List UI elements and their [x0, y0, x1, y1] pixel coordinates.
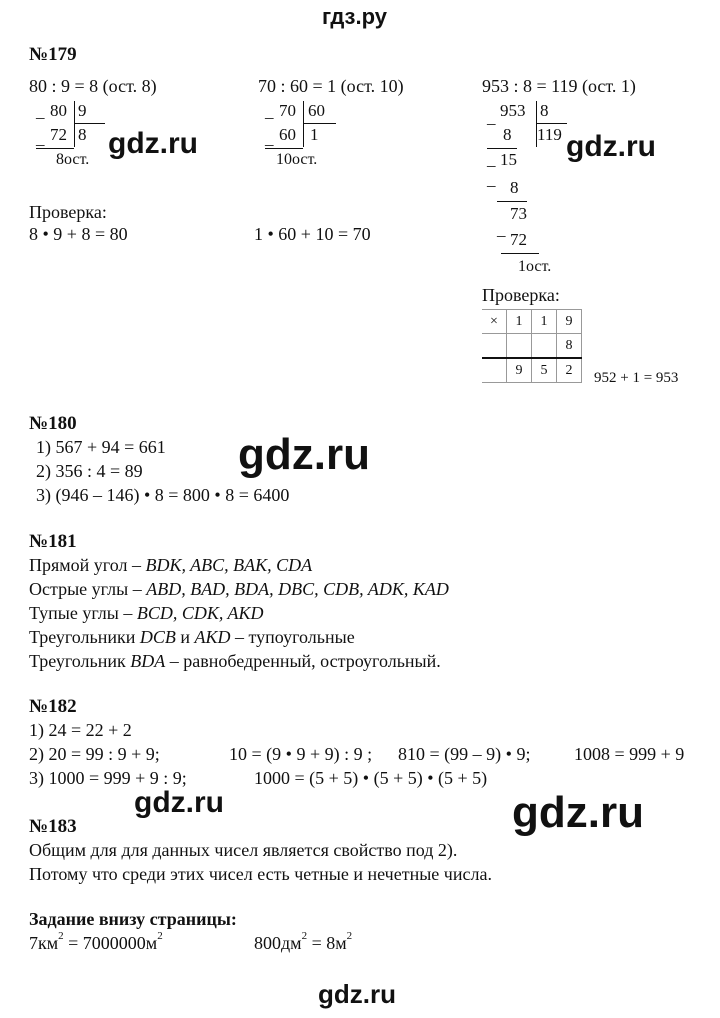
- check-label: Проверка:: [29, 202, 107, 222]
- div2-dividend: 70: [279, 101, 296, 120]
- div3-sub1: 8: [503, 125, 512, 144]
- watermark: gdz.ru: [108, 127, 198, 160]
- watermark: gdz.ru: [566, 130, 656, 163]
- task-182-line-2d: 1008 = 999 + 9: [574, 744, 685, 764]
- task-180-line-1: 1) 567 + 94 = 661: [36, 437, 166, 457]
- task-181-line-2: Острые углы – ABD, BAD, BDA, DBC, CDB, ADK, KAD: [29, 579, 449, 599]
- task-182-line-2a: 2) 20 = 99 : 9 + 9;: [29, 744, 160, 764]
- task-183-line-1: Общим для для данных чисел является свойство под 2).: [29, 840, 458, 860]
- check-1: 8 • 9 + 8 = 80: [29, 224, 128, 244]
- div1-sub: 72: [50, 125, 67, 144]
- div3-quotient: 119: [537, 125, 562, 144]
- watermark: gdz.ru: [134, 786, 224, 819]
- div3-r1: 15: [500, 150, 517, 169]
- watermark: gdz.ru: [238, 430, 370, 479]
- div3-remainder: 1ост.: [518, 258, 552, 275]
- task-179-expr2: 70 : 60 = 1 (ост. 10): [258, 76, 404, 96]
- site-header: гдз.ру: [322, 4, 387, 29]
- task-182-line-1: 1) 24 = 22 + 2: [29, 720, 132, 740]
- task-180-line-2: 2) 356 : 4 = 89: [36, 461, 143, 481]
- mult-result-cell: 9: [507, 358, 532, 383]
- task-183-title: №183: [29, 816, 77, 837]
- multiplication-table: [482, 309, 582, 383]
- task-182-line-3b: 1000 = (5 + 5) • (5 + 5) • (5 + 5): [254, 768, 488, 788]
- bottom-task-eq-1: $7км^2 = 7000000м^2$: [29, 930, 163, 953]
- mult-cell: 1: [507, 310, 532, 334]
- div3-sub2: 8: [510, 178, 519, 197]
- task-181-line-3: Тупые углы – BCD, CDK, AKD: [29, 603, 264, 623]
- bottom-task-eq-2: $800дм^2 = 8м^2$: [254, 930, 353, 953]
- task-179-expr3: 953 : 8 = 119 (ост. 1): [482, 76, 636, 96]
- mult-sign: ×: [482, 310, 507, 334]
- div2-quotient: 1: [310, 125, 319, 144]
- mult-result-cell: 2: [557, 358, 582, 383]
- task-181-line-5: Треугольник BDA – равнобедренный, остроугольный.: [29, 651, 441, 671]
- mult-cell: 8: [557, 334, 582, 359]
- task-182-line-3a: 3) 1000 = 999 + 9 : 9;: [29, 768, 187, 788]
- watermark: gdz.ru: [318, 979, 396, 1009]
- task-180-title: №180: [29, 413, 77, 434]
- task-181-title: №181: [29, 531, 77, 552]
- task-179-title: №179: [29, 44, 77, 65]
- div1-remainder: 8ост.: [56, 151, 90, 168]
- check-3-sum: 952 + 1 = 953: [594, 370, 679, 386]
- task-182-title: №182: [29, 696, 77, 717]
- mult-cell: 1: [532, 310, 557, 334]
- task-181-line-4: Треугольники DCB и AKD – тупоугольные: [29, 627, 355, 647]
- task-179-expr1: 80 : 9 = 8 (ост. 8): [29, 76, 157, 96]
- div2-remainder: 10ост.: [276, 151, 318, 168]
- div1-dividend: 80: [50, 101, 67, 120]
- task-181-line-1: Прямой угол – BDK, ABC, BAK, CDA: [29, 555, 313, 575]
- task-182-line-2c: 810 = (99 – 9) • 9;: [398, 744, 531, 764]
- task-180-line-3: 3) (946 – 146) • 8 = 800 • 8 = 6400: [36, 485, 290, 505]
- div1-quotient: 8: [78, 125, 87, 144]
- div3-dividend: 953: [500, 101, 526, 120]
- div2-divisor: 60: [308, 101, 325, 120]
- check-2: 1 • 60 + 10 = 70: [254, 224, 371, 244]
- mult-cell: 9: [557, 310, 582, 334]
- div3-divisor: 8: [540, 101, 549, 120]
- watermark: gdz.ru: [512, 788, 644, 837]
- div3-r2: 73: [510, 204, 527, 223]
- task-183-line-2: Потому что среди этих чисел есть четные и нечетные числа.: [29, 864, 492, 884]
- div3-sub3: 72: [510, 230, 527, 249]
- div2-sub: 60: [279, 125, 296, 144]
- check-3-label: Проверка:: [482, 285, 560, 305]
- mult-result-cell: 5: [532, 358, 557, 383]
- bottom-task-title: Задание внизу страницы:: [29, 909, 237, 929]
- task-182-line-2b: 10 = (9 • 9 + 9) : 9 ;: [229, 744, 373, 764]
- div1-divisor: 9: [78, 101, 87, 120]
